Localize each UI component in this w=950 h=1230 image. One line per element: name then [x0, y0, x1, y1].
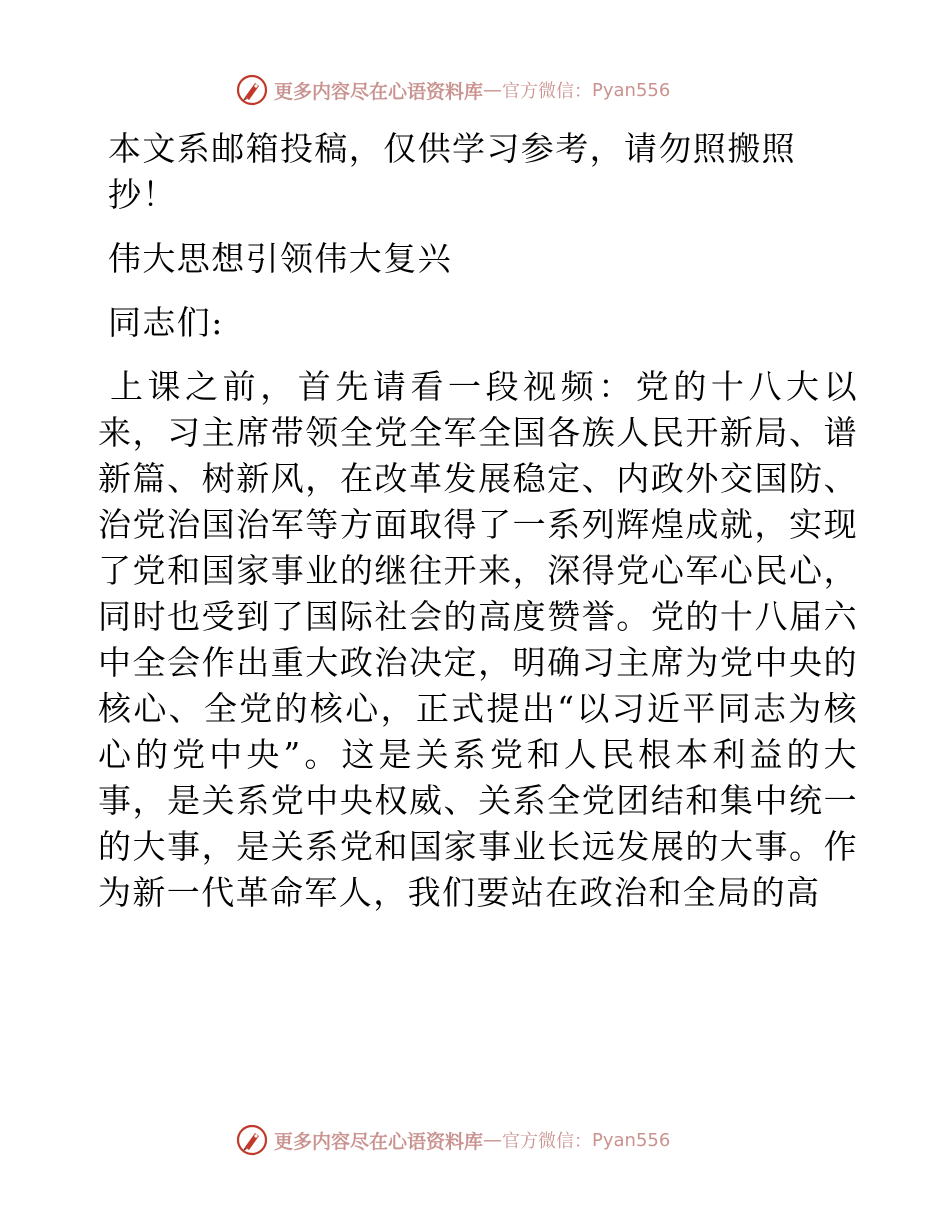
header-banner: [236, 72, 716, 108]
banner-wechat-label: 官方微信：: [502, 81, 593, 102]
banner-wechat-label: 官方微信：: [502, 1131, 593, 1152]
banner-separator: —: [483, 79, 503, 101]
banner-site-text: 更多内容尽在心语资料库: [274, 1130, 484, 1153]
banner-wechat-id: Pyan556: [592, 1129, 671, 1151]
notice-paragraph: 本文系邮箱投稿，仅供学习参考，请勿照搬照抄！: [108, 129, 796, 214]
pen-nib-logo-icon: [236, 1124, 268, 1156]
pen-nib-logo-icon: [236, 74, 268, 106]
greeting: 同志们:: [108, 303, 224, 342]
banner-separator: —: [483, 1129, 503, 1151]
banner-site-text: 更多内容尽在心语资料库: [274, 80, 484, 103]
banner-wechat-id: Pyan556: [592, 79, 671, 101]
footer-banner: [236, 1122, 716, 1158]
document-body: [98, 126, 858, 916]
document-title: 伟大思想引领伟大复兴: [108, 239, 452, 278]
body-paragraph: 上课之前，首先请看一段视频：党的十八大以来，习主席带领全党全军全国各族人民开新局、谱新篇、树新风，在改革发展稳定、内政外交国防、治党治国治军等方面取得了一系列辉煌成就，实现了党和国家事业的继往开来，深得党心军心民心，同时也受到了国际社会的高度赞誉。党的十八届六中全会作出重大政治决定，明确习主席为党中央的核心、全党的核心，正式提出“以习近平同志为核心的党中央”。这是关系党和人民根本利益的大事，是关系党中央权威、关系全党团结和集中统一的大事，是关系党和国家事业长远发展的大事。作为新一代革命军人，我们要站在政治和全局的高: [98, 367, 858, 912]
